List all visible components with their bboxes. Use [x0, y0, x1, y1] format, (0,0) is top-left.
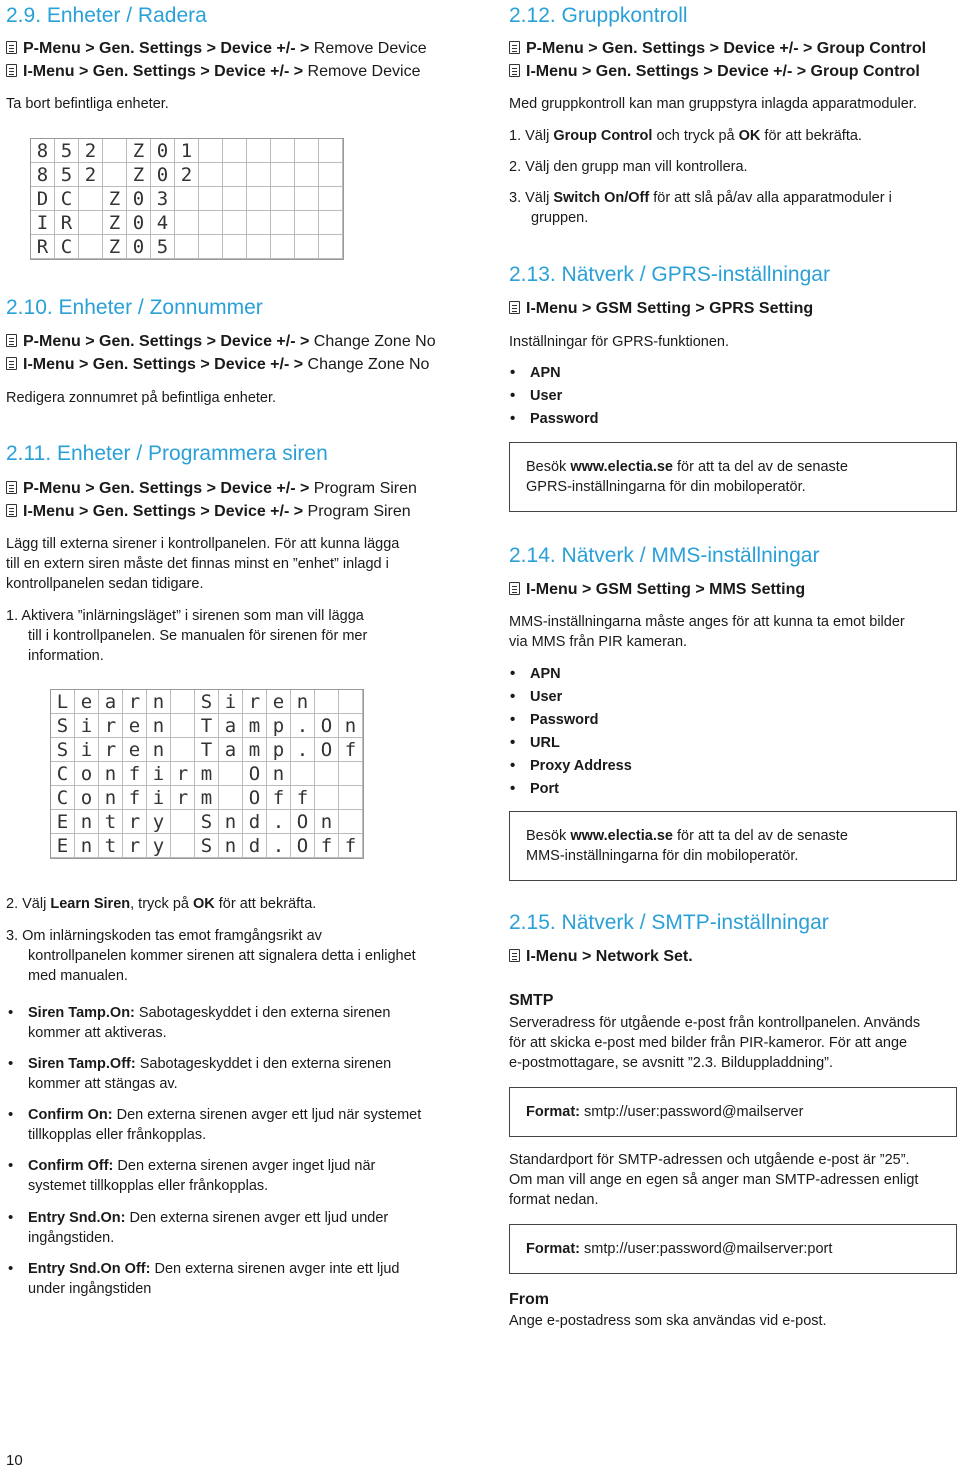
- lcd-cell: r: [99, 714, 123, 738]
- menu-path: I-Menu > Gen. Settings > Device +/- > Program Siren: [6, 503, 411, 521]
- lcd-cell: [103, 163, 127, 187]
- step-2: 2. Välj Learn Siren, tryck på OK för att bekräfta.: [6, 896, 317, 912]
- lcd-cell: p: [267, 738, 291, 762]
- lcd-cell: [271, 235, 295, 259]
- lcd-cell: C: [55, 235, 79, 259]
- lcd-cell: n: [219, 810, 243, 834]
- lcd-cell: D: [31, 187, 55, 211]
- lcd-cell: [171, 834, 195, 858]
- info-box: Besök www.electia.se för att ta del av de senaste MMS-inställningarna för din mobiloperatör.: [509, 811, 957, 881]
- lcd-cell: m: [243, 738, 267, 762]
- lcd-cell: 5: [55, 139, 79, 163]
- section-description: Inställningar för GPRS-funktionen.: [509, 334, 730, 350]
- lcd-cell: [339, 786, 363, 810]
- step-3: 3. Välj Switch On/Off för att slå på/av alla apparatmoduler i gruppen.: [509, 190, 892, 226]
- lcd-cell: E: [51, 834, 75, 858]
- lcd-cell: 0: [127, 211, 151, 235]
- lcd-row: [31, 139, 343, 163]
- lcd-cell: f: [315, 834, 339, 858]
- lcd-cell: 8: [31, 139, 55, 163]
- document-icon: [509, 301, 520, 314]
- lcd-cell: [199, 139, 223, 163]
- lcd-cell: e: [75, 690, 99, 714]
- lcd-cell: S: [195, 810, 219, 834]
- lcd-cell: e: [267, 690, 291, 714]
- lcd-cell: [295, 235, 319, 259]
- lcd-row: [51, 738, 363, 762]
- lcd-cell: [295, 163, 319, 187]
- lcd-cell: r: [123, 810, 147, 834]
- lcd-cell: 0: [127, 235, 151, 259]
- lcd-cell: [223, 211, 247, 235]
- lcd-cell: [271, 211, 295, 235]
- lcd-cell: e: [123, 714, 147, 738]
- port-description: Standardport för SMTP-adressen och utgående e-post är ”25”. Om man vill ange en egen så anger man SMTP-adressen enligt format nedan.: [509, 1152, 919, 1208]
- lcd-cell: n: [99, 786, 123, 810]
- lcd-cell: n: [315, 810, 339, 834]
- step-3: 3. Om inlärningskoden tas emot framgångsrikt av kontrollpanelen kommer sirenen att signalera detta i enlighet med manualen.: [6, 928, 416, 984]
- lcd-cell: i: [219, 690, 243, 714]
- lcd-cell: f: [339, 738, 363, 762]
- format-box: Format: smtp://user:password@mailserver:port: [509, 1224, 957, 1274]
- lcd-cell: [295, 211, 319, 235]
- document-icon: [6, 41, 17, 54]
- lcd-cell: f: [291, 786, 315, 810]
- section-title: 2.15. Nätverk / SMTP-inställningar: [509, 911, 829, 934]
- option-item: • Confirm Off: Den externa sirenen avger inget ljud när systemet tillkopplas eller frånkopplas.: [28, 1156, 375, 1196]
- lcd-cell: [175, 235, 199, 259]
- lcd-cell: 0: [127, 187, 151, 211]
- lcd-cell: [171, 810, 195, 834]
- lcd-row: [51, 834, 363, 858]
- document-icon: [509, 949, 520, 962]
- lcd-cell: [223, 139, 247, 163]
- lcd-cell: [271, 139, 295, 163]
- menu-path: I-Menu > GSM Setting > MMS Setting: [509, 581, 805, 599]
- lcd-cell: [339, 690, 363, 714]
- lcd-cell: [223, 163, 247, 187]
- from-heading: From: [509, 1291, 549, 1308]
- lcd-cell: [79, 187, 103, 211]
- lcd-row: [51, 786, 363, 810]
- lcd-cell: 2: [175, 163, 199, 187]
- lcd-cell: m: [195, 786, 219, 810]
- lcd-cell: t: [99, 810, 123, 834]
- lcd-row: [31, 163, 343, 187]
- setting-item: • Proxy Address: [530, 756, 632, 776]
- lcd-cell: R: [55, 211, 79, 235]
- lcd-cell: 1: [175, 139, 199, 163]
- document-icon: [6, 334, 17, 347]
- lcd-cell: n: [291, 690, 315, 714]
- lcd-cell: O: [243, 762, 267, 786]
- lcd-cell: [219, 762, 243, 786]
- lcd-cell: [199, 163, 223, 187]
- lcd-cell: L: [51, 690, 75, 714]
- lcd-cell: [199, 235, 223, 259]
- lcd-cell: .: [267, 810, 291, 834]
- lcd-cell: n: [147, 714, 171, 738]
- lcd-cell: r: [171, 786, 195, 810]
- smtp-heading: SMTP: [509, 992, 554, 1009]
- setting-item: • APN: [530, 363, 561, 383]
- lcd-cell: [291, 762, 315, 786]
- lcd-cell: .: [291, 714, 315, 738]
- from-description: Ange e-postadress som ska användas vid e-post.: [509, 1313, 827, 1329]
- lcd-display: [30, 138, 344, 260]
- lcd-cell: [247, 211, 271, 235]
- lcd-cell: [339, 762, 363, 786]
- lcd-cell: C: [51, 786, 75, 810]
- menu-path: I-Menu > GSM Setting > GPRS Setting: [509, 300, 813, 318]
- lcd-cell: n: [267, 762, 291, 786]
- lcd-cell: [223, 235, 247, 259]
- step-1: 1. Välj Group Control och tryck på OK för att bekräfta.: [509, 128, 862, 144]
- document-icon: [509, 41, 520, 54]
- lcd-cell: n: [219, 834, 243, 858]
- lcd-cell: n: [75, 834, 99, 858]
- menu-path: P-Menu > Gen. Settings > Device +/- > Program Siren: [6, 480, 417, 498]
- menu-path: I-Menu > Gen. Settings > Device +/- > Change Zone No: [6, 356, 429, 374]
- lcd-cell: a: [219, 714, 243, 738]
- lcd-cell: a: [219, 738, 243, 762]
- document-icon: [6, 504, 17, 517]
- lcd-cell: [315, 762, 339, 786]
- lcd-cell: 5: [55, 163, 79, 187]
- menu-path: P-Menu > Gen. Settings > Device +/- > Change Zone No: [6, 333, 436, 351]
- lcd-cell: [171, 690, 195, 714]
- lcd-cell: n: [99, 762, 123, 786]
- format-box: Format: smtp://user:password@mailserver: [509, 1087, 957, 1137]
- lcd-cell: E: [51, 810, 75, 834]
- lcd-cell: 8: [31, 163, 55, 187]
- lcd-cell: [319, 211, 343, 235]
- lcd-cell: [319, 187, 343, 211]
- setting-item: • Port: [530, 779, 559, 799]
- smtp-description: Serveradress för utgående e-post från kontrollpanelen. Används för att skicka e-post med bilder från PIR-kameror. För att ange e-postmottagare, se avsnitt ”2.3. Bilduppladdning”.: [509, 1015, 921, 1071]
- document-icon: [6, 64, 17, 77]
- lcd-cell: [319, 139, 343, 163]
- lcd-row: [31, 211, 343, 235]
- step-1: 1. Aktivera ”inlärningsläget” i sirenen som man vill lägga till i kontrollpanelen. Se manualen för sirenen för mer information.: [6, 608, 368, 664]
- info-box: Besök www.electia.se för att ta del av de senaste GPRS-inställningarna för din mobiloperatör.: [509, 442, 957, 512]
- lcd-cell: [247, 163, 271, 187]
- lcd-cell: [319, 235, 343, 259]
- lcd-cell: d: [243, 834, 267, 858]
- step-2: 2. Välj den grupp man vill kontrollera.: [509, 159, 748, 175]
- section-title: 2.13. Nätverk / GPRS-inställningar: [509, 263, 830, 286]
- lcd-cell: T: [195, 738, 219, 762]
- lcd-cell: r: [123, 690, 147, 714]
- document-icon: [509, 582, 520, 595]
- lcd-cell: [175, 187, 199, 211]
- section-description: Med gruppkontroll kan man gruppstyra inlagda apparatmoduler.: [509, 96, 917, 112]
- lcd-row: [51, 762, 363, 786]
- lcd-cell: r: [123, 834, 147, 858]
- menu-path: I-Menu > Gen. Settings > Device +/- > Remove Device: [6, 63, 420, 81]
- lcd-cell: r: [171, 762, 195, 786]
- lcd-cell: 4: [151, 211, 175, 235]
- lcd-cell: [271, 163, 295, 187]
- lcd-cell: T: [195, 714, 219, 738]
- lcd-cell: m: [195, 762, 219, 786]
- section-title: 2.9. Enheter / Radera: [6, 4, 207, 27]
- lcd-cell: [315, 690, 339, 714]
- lcd-cell: 2: [79, 139, 103, 163]
- lcd-cell: f: [339, 834, 363, 858]
- lcd-cell: 5: [151, 235, 175, 259]
- setting-item: • Password: [530, 710, 599, 730]
- lcd-cell: 2: [79, 163, 103, 187]
- lcd-cell: [199, 187, 223, 211]
- lcd-cell: .: [291, 738, 315, 762]
- lcd-cell: [219, 786, 243, 810]
- lcd-cell: O: [291, 810, 315, 834]
- lcd-cell: [319, 163, 343, 187]
- option-item: • Siren Tamp.On: Sabotageskyddet i den externa sirenen kommer att aktiveras.: [28, 1003, 390, 1043]
- document-icon: [6, 481, 17, 494]
- option-item: • Entry Snd.On Off: Den externa sirenen avger inte ett ljud under ingångstiden: [28, 1259, 400, 1299]
- section-description: MMS-inställningarna måste anges för att kunna ta emot bilder via MMS från PIR kameran.: [509, 614, 905, 650]
- lcd-cell: r: [99, 738, 123, 762]
- lcd-cell: [171, 738, 195, 762]
- lcd-cell: [79, 211, 103, 235]
- lcd-cell: 0: [151, 163, 175, 187]
- lcd-cell: C: [55, 187, 79, 211]
- lcd-row: [51, 690, 363, 714]
- section-description: Lägg till externa sirener i kontrollpanelen. För att kunna lägga till en extern siren måste det finnas minst en ”enhet” inlagd i kontrollpanelen sedan tidigare.: [6, 536, 400, 592]
- lcd-cell: [247, 139, 271, 163]
- lcd-cell: [103, 139, 127, 163]
- lcd-row: [31, 235, 343, 259]
- lcd-cell: [339, 810, 363, 834]
- lcd-cell: Z: [127, 139, 151, 163]
- lcd-cell: y: [147, 810, 171, 834]
- lcd-row: [31, 187, 343, 211]
- menu-path: I-Menu > Gen. Settings > Device +/- > Group Control: [509, 63, 920, 81]
- lcd-cell: Z: [103, 211, 127, 235]
- lcd-cell: [247, 235, 271, 259]
- lcd-cell: d: [243, 810, 267, 834]
- lcd-cell: i: [147, 762, 171, 786]
- lcd-row: [51, 810, 363, 834]
- lcd-cell: i: [75, 714, 99, 738]
- section-title: 2.11. Enheter / Programmera siren: [6, 442, 328, 465]
- lcd-cell: R: [31, 235, 55, 259]
- lcd-cell: i: [75, 738, 99, 762]
- menu-path: I-Menu > Network Set.: [509, 948, 693, 966]
- lcd-cell: 3: [151, 187, 175, 211]
- page-number: 10: [6, 1452, 23, 1469]
- lcd-cell: [295, 187, 319, 211]
- lcd-cell: f: [123, 762, 147, 786]
- lcd-cell: y: [147, 834, 171, 858]
- lcd-cell: [199, 211, 223, 235]
- lcd-cell: Z: [103, 235, 127, 259]
- lcd-cell: [271, 187, 295, 211]
- setting-item: • URL: [530, 733, 560, 753]
- menu-path: P-Menu > Gen. Settings > Device +/- > Group Control: [509, 40, 926, 58]
- lcd-cell: [295, 139, 319, 163]
- lcd-cell: [315, 786, 339, 810]
- lcd-cell: [247, 187, 271, 211]
- lcd-cell: O: [291, 834, 315, 858]
- lcd-cell: S: [195, 834, 219, 858]
- lcd-cell: o: [75, 762, 99, 786]
- lcd-cell: C: [51, 762, 75, 786]
- lcd-cell: n: [75, 810, 99, 834]
- menu-path: P-Menu > Gen. Settings > Device +/- > Remove Device: [6, 40, 427, 58]
- lcd-row: [51, 714, 363, 738]
- lcd-cell: O: [243, 786, 267, 810]
- section-description: Redigera zonnumret på befintliga enheter.: [6, 390, 277, 406]
- lcd-cell: m: [243, 714, 267, 738]
- setting-item: • User: [530, 386, 562, 406]
- setting-item: • User: [530, 687, 562, 707]
- setting-item: • APN: [530, 664, 561, 684]
- setting-item: • Password: [530, 409, 599, 429]
- lcd-cell: n: [339, 714, 363, 738]
- document-icon: [509, 64, 520, 77]
- lcd-cell: [171, 714, 195, 738]
- lcd-cell: t: [99, 834, 123, 858]
- lcd-cell: n: [147, 690, 171, 714]
- lcd-cell: i: [147, 786, 171, 810]
- lcd-cell: S: [51, 714, 75, 738]
- lcd-cell: r: [243, 690, 267, 714]
- lcd-cell: S: [51, 738, 75, 762]
- option-item: • Siren Tamp.Off: Sabotageskyddet i den externa sirenen kommer att stängas av.: [28, 1054, 391, 1094]
- lcd-cell: a: [99, 690, 123, 714]
- document-icon: [6, 357, 17, 370]
- lcd-cell: p: [267, 714, 291, 738]
- lcd-cell: [175, 211, 199, 235]
- section-description: Ta bort befintliga enheter.: [6, 96, 169, 112]
- lcd-cell: .: [267, 834, 291, 858]
- option-item: • Confirm On: Den externa sirenen avger ett ljud när systemet tillkopplas eller frånkopplas.: [28, 1105, 421, 1145]
- lcd-cell: O: [315, 714, 339, 738]
- lcd-cell: Z: [103, 187, 127, 211]
- lcd-cell: O: [315, 738, 339, 762]
- option-item: • Entry Snd.On: Den externa sirenen avger ett ljud under ingångstiden.: [28, 1208, 388, 1248]
- lcd-cell: [79, 235, 103, 259]
- lcd-cell: o: [75, 786, 99, 810]
- lcd-cell: 0: [151, 139, 175, 163]
- section-title: 2.14. Nätverk / MMS-inställningar: [509, 544, 820, 567]
- lcd-cell: e: [123, 738, 147, 762]
- lcd-cell: S: [195, 690, 219, 714]
- lcd-cell: n: [147, 738, 171, 762]
- lcd-cell: [223, 187, 247, 211]
- lcd-cell: f: [267, 786, 291, 810]
- lcd-cell: I: [31, 211, 55, 235]
- lcd-cell: f: [123, 786, 147, 810]
- section-title: 2.12. Gruppkontroll: [509, 4, 688, 27]
- lcd-display: [50, 689, 364, 859]
- section-title: 2.10. Enheter / Zonnummer: [6, 296, 263, 319]
- lcd-cell: Z: [127, 163, 151, 187]
